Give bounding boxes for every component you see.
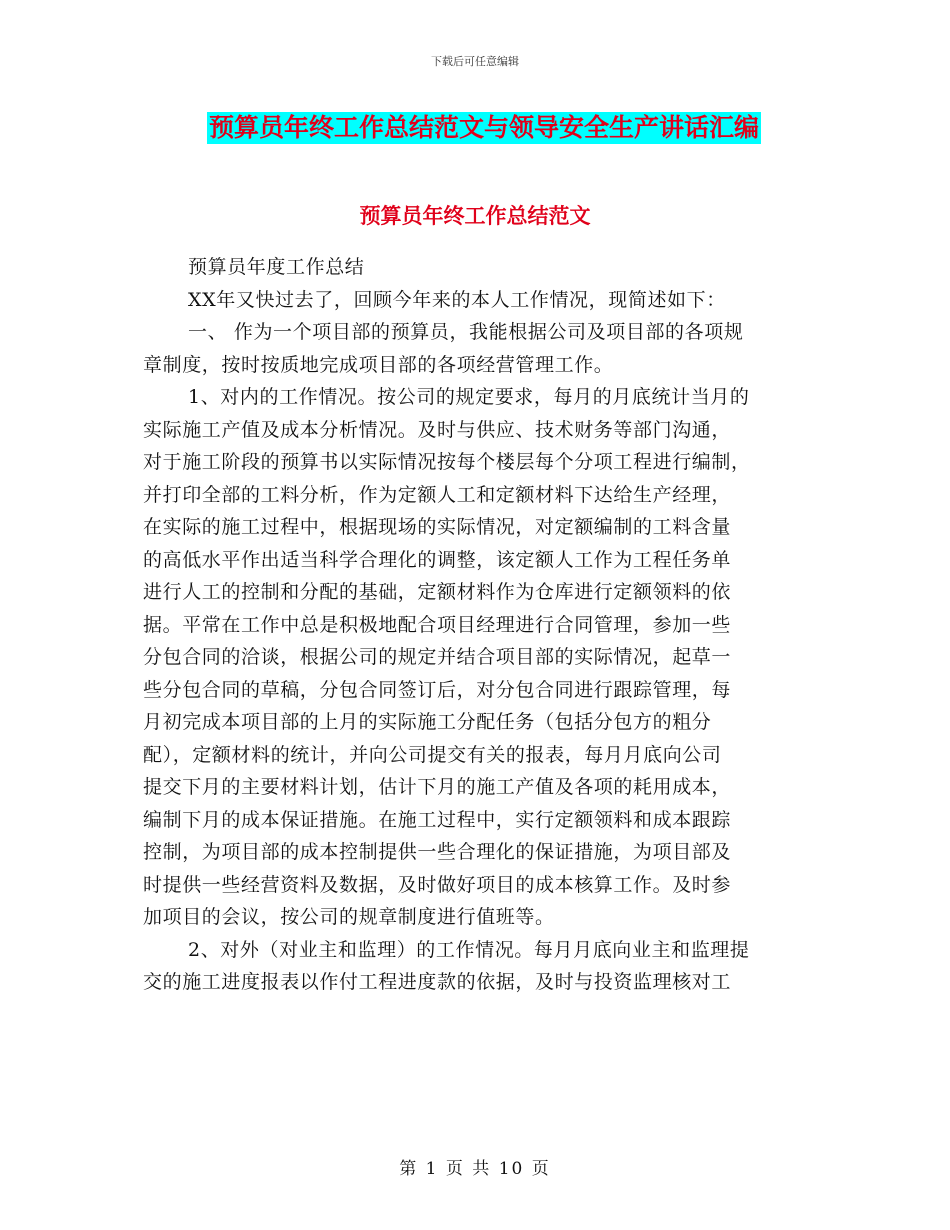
text-line: 提交下月的主要材料计划，估计下月的施工产值及各项的耗用成本， bbox=[143, 776, 732, 798]
paragraph bbox=[143, 284, 813, 317]
text-line: 在实际的施工过程中，根据现场的实际情况，对定额编制的工料含量 bbox=[143, 516, 732, 538]
text-line: 对于施工阶段的预算书以实际情况按每个楼层每个分项工程进行编制， bbox=[143, 451, 751, 473]
text-line: 分包合同的洽谈，根据公司的规定并结合项目部的实际情况，起草一 bbox=[143, 646, 732, 668]
paragraph bbox=[143, 934, 813, 999]
text-line: 章制度，按时按质地完成项目部的各项经营管理工作。 bbox=[143, 353, 614, 376]
page-footer: 第 1 页 共 10 页 bbox=[399, 1159, 551, 1179]
document-title: 预算员年终工作总结范文与领导安全生产讲话汇编 bbox=[209, 113, 760, 142]
text-line: 时提供一些经营资料及数据，及时做好项目的成本核算工作。及时参 bbox=[143, 873, 732, 896]
text-line: 1、对内的工作情况。按公司的规定要求，每月的月底统计当月的 bbox=[188, 386, 750, 408]
paragraph bbox=[143, 316, 813, 381]
text-line: 实际施工产值及成本分析情况。及时与供应、技术财务等部门沟通， bbox=[143, 418, 732, 441]
section-title: 预算员年终工作总结范文 bbox=[359, 203, 591, 228]
paragraph bbox=[143, 381, 813, 934]
text-line: XX年又快过去了，回顾今年来的本人工作情况，现简述如下： bbox=[188, 288, 726, 311]
header-note: 下载后可任意编辑 bbox=[431, 55, 519, 68]
text-line: 控制，为项目部的成本控制提供一些合理化的保证措施，为项目部及 bbox=[143, 841, 732, 863]
text-line: 的高低水平作出适当科学合理化的调整，该定额人工作为工程任务单 bbox=[143, 548, 732, 571]
text-line: 交的施工进度报表以作付工程进度款的依据，及时与投资监理核对工 bbox=[143, 971, 732, 993]
text-line: 并打印全部的工料分析，作为定额人工和定额材料下达给生产经理， bbox=[143, 483, 732, 506]
text-line: 一、 作为一个项目部的预算员，我能根据公司及项目部的各项规 bbox=[188, 321, 744, 343]
paragraph bbox=[143, 251, 813, 284]
text-line: 配），定额材料的统计，并向公司提交有关的报表，每月月底向公司 bbox=[143, 743, 722, 766]
document-body bbox=[143, 251, 813, 999]
text-line: 月初完成本项目部的上月的实际施工分配任务（包括分包方的粗分 bbox=[143, 711, 712, 733]
text-line: 些分包合同的草稿，分包合同签订后，对分包合同进行跟踪管理，每 bbox=[143, 678, 732, 701]
text-line: 进行人工的控制和分配的基础，定额材料作为仓库进行定额领料的依 bbox=[143, 581, 732, 603]
text-line: 预算员年度工作总结 bbox=[188, 256, 365, 278]
text-line: 据。平常在工作中总是积极地配合项目经理进行合同管理，参加一些 bbox=[143, 613, 732, 636]
text-line: 编制下月的成本保证措施。在施工过程中，实行定额领料和成本跟踪 bbox=[143, 808, 732, 831]
text-line: 2、对外（对业主和监理）的工作情况。每月月底向业主和监理提 bbox=[188, 938, 750, 961]
text-line: 加项目的会议，按公司的规章制度进行值班等。 bbox=[143, 906, 555, 928]
